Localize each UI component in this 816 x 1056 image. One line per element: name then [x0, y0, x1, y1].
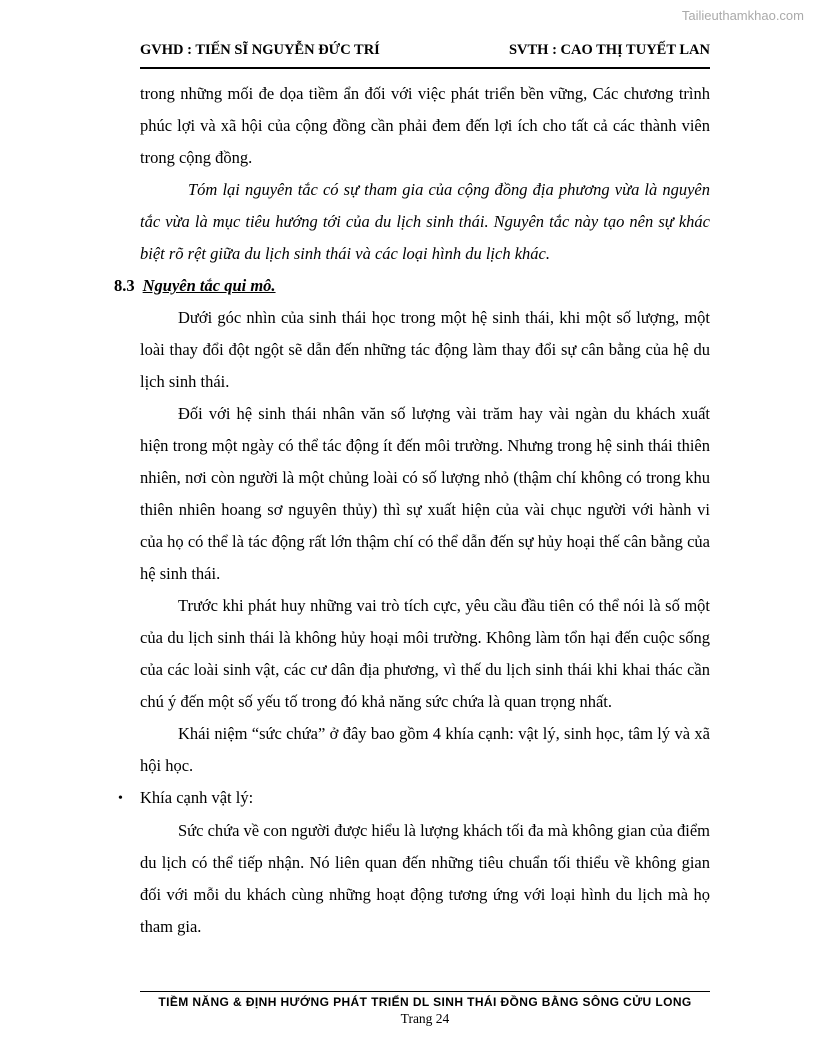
- paragraph: Khái niệm “sức chứa” ở đây bao gồm 4 khía cạnh: vật lý, sinh học, tâm lý và xã hội học.: [140, 724, 710, 775]
- paragraph: Dưới góc nhìn của sinh thái học trong một hệ sinh thái, khi một số lượng, một loài thay đổi đột ngột sẽ dẫn đến những tác động làm thay đổi sự cân bằng của hệ du lịch sinh thái.: [140, 308, 710, 391]
- section-heading: [114, 270, 710, 302]
- paragraph: trong những mối đe dọa tiềm ẩn đối với việc phát triển bền vững, Các chương trình phúc lợi và xã hội của cộng đồng cần phải đem đến lợi ích cho tất cả các thành viên trong cộng đồng.: [140, 84, 710, 167]
- section-number: 8.3: [114, 276, 135, 295]
- footer-title: TIỀM NĂNG & ĐỊNH HƯỚNG PHÁT TRIỂN DL SINH THÁI ĐỒNG BẰNG SÔNG CỬU LONG: [158, 995, 692, 1009]
- page-footer: [140, 991, 710, 1027]
- bullet-label: Khía cạnh vật lý:: [140, 788, 254, 807]
- paragraph: Trước khi phát huy những vai trò tích cực, yêu cầu đầu tiên có thể nói là số một của du lịch sinh thái là không hủy hoại môi trường. Không làm tổn hại đến cuộc sống của các loài sinh vật, các cư dân địa phương, vì thế du lịch sinh thái khi khai thác cần chú ý đến một số yếu tố trong đó khả năng sức chứa là quan trọng nhất.: [140, 596, 710, 711]
- paragraph: Tóm lại nguyên tắc có sự tham gia của cộng đồng địa phương vừa là nguyên tắc vừa là mục tiêu hướng tới của du lịch sinh thái. Nguyên tắc này tạo nên sự khác biệt rõ rệt giữa du lịch sinh thái và các loại hình du lịch khác.: [140, 180, 710, 263]
- paragraph: Đối với hệ sinh thái nhân văn số lượng vài trăm hay vài ngàn du khách xuất hiện trong một ngày có thể tác động ít đến môi trường. Nhưng trong hệ sinh thái thiên nhiên, nơi còn người là một chủng loài có số lượng nhỏ (thậm chí không có trong khu thiên nhiên hoang sơ nguyên thủy) thì sự xuất hiện của vài chục người với hành vi của họ có thể là tác động rất lớn thậm chí có thể dẫn đến sự hủy hoại thế cân bằng của hệ sinh thái.: [140, 404, 710, 583]
- header-student: SVTH : CAO THỊ TUYẾT LAN: [508, 42, 710, 58]
- header-advisor: GVHD : TIẾN SĨ NGUYỄN ĐỨC TRÍ: [140, 42, 380, 58]
- bullet-icon: •: [118, 791, 123, 806]
- watermark-text: Tailieuthamkhao.com: [681, 8, 804, 23]
- page-number: Trang 24: [400, 1011, 450, 1026]
- paragraph: Sức chứa về con người được hiểu là lượng khách tối đa mà không gian của điểm du lịch có thể tiếp nhận. Nó liên quan đến những tiêu chuẩn tối thiểu về không gian đối với mỗi du khách cùng những hoạt động tương ứng với loại hình du lịch mà họ tham gia.: [140, 821, 710, 936]
- bullet-item: [118, 782, 710, 815]
- page-header: [140, 42, 710, 69]
- document-body: [114, 78, 710, 943]
- section-title: Nguyên tắc qui mô.: [142, 276, 276, 295]
